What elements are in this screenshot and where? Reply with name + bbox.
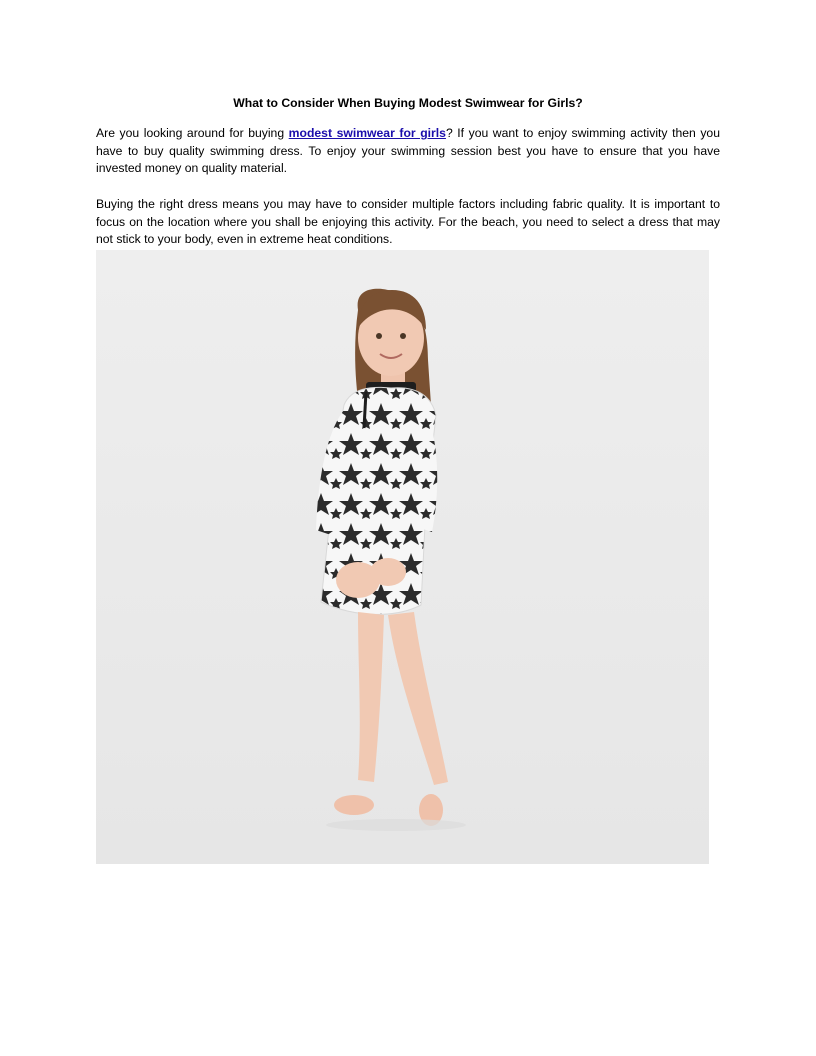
modest-swimwear-link[interactable]: modest swimwear for girls: [288, 126, 446, 140]
page-title: What to Consider When Buying Modest Swimwear for Girls?: [233, 96, 583, 110]
paragraph-buying-factors: Buying the right dress means you may have to consider multiple factors including fabric quality. It is important to focus on the location where you shall be enjoying this activity. For the beach, you need to select a dress that may not stick to your body, even in extreme heat conditions.: [96, 197, 720, 246]
paragraph-intro-text-end: ? If you want to enjoy swimming activity then you have to buy quality swimming dress. To enjoy your swimming session best you have to ensure that you have invested money on quality material.: [96, 126, 720, 175]
girl-in-star-print-swim-dress-icon: [96, 250, 709, 864]
paragraph-intro: [96, 125, 720, 178]
product-photo: [96, 250, 709, 864]
paragraph-intro-text-start: Are you looking around for buying: [96, 126, 289, 140]
